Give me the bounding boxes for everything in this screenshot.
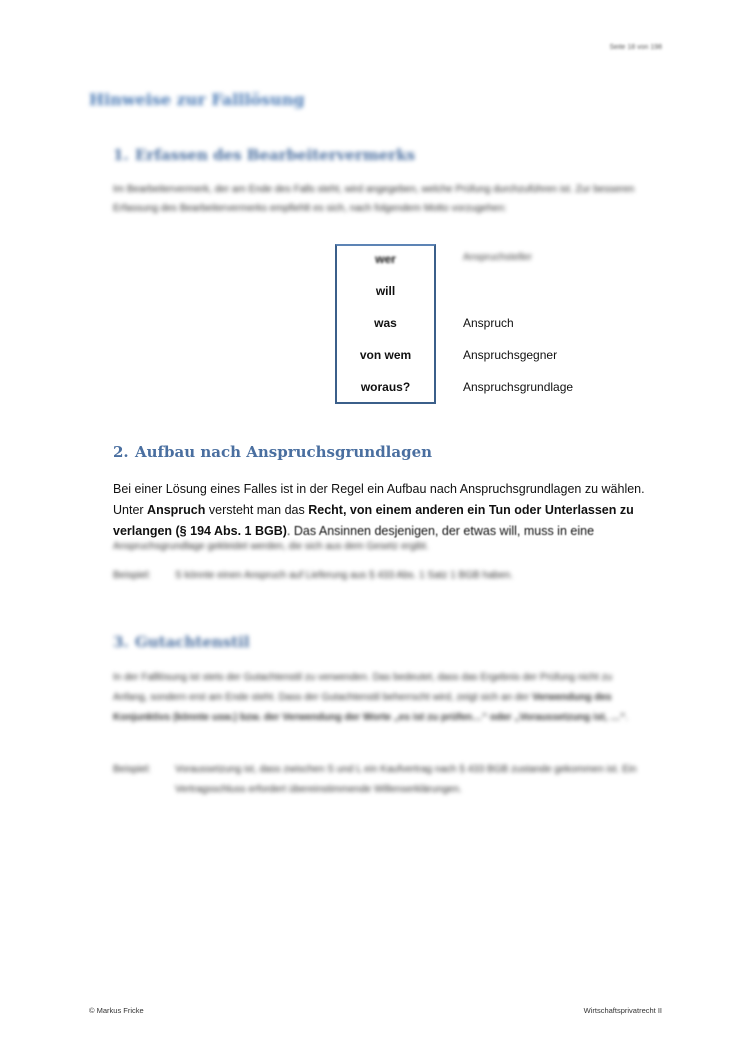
text-fragment: .: [625, 712, 629, 723]
motto-wer: wer: [375, 252, 396, 266]
motto-was: was: [374, 316, 397, 330]
section-2-paragraph-cont: Anspruchsgrundlage gekleidet werden, die sich aus dem Gesetz ergibt.: [113, 541, 429, 552]
text-fragment: . Das Ansinnen desjenigen, der etwas will, muss in eine: [286, 524, 595, 538]
section-3-number: 3.: [113, 633, 129, 651]
section-3-title: Gutachtenstil: [135, 633, 250, 651]
section-1-title: Erfassen des Bearbeitervermerks: [135, 146, 416, 164]
section-2-heading: [113, 443, 432, 461]
page-number: Seite 18 von 198: [609, 44, 662, 51]
section-3-paragraph: [113, 668, 648, 728]
section-1-heading: [113, 146, 415, 164]
footer-course-name: Wirtschaftsprivatrecht II: [583, 1006, 662, 1015]
section-2-number: 2.: [113, 443, 129, 461]
term-anspruch: Anspruch: [147, 503, 206, 517]
section-3-heading: [113, 633, 250, 651]
motto-woraus: woraus?: [360, 380, 411, 394]
definition-anspruch: Recht, von einem anderen ein Tun oder Unterlassen zu verlangen (§ 194 Abs. 1 BGB): [113, 503, 634, 538]
section-1-number: 1.: [113, 146, 129, 164]
example-text: S könnte einen Anspruch auf Lieferung aus § 433 Abs. 1 Satz 1 BGB haben.: [175, 570, 514, 581]
text-fragment: In der Falllösung ist stets der Gutachtenstil zu verwenden. Das bedeutet, dass das Ergebnis der Prüfung nicht zu Anfang, sondern erst am Ende steht. Dass der Gutachtenstil beherrscht wird, zeigt sich an der: [113, 672, 613, 703]
motto-anspruchsgegner: Anspruchsgegner: [463, 348, 558, 362]
section-3-example: [113, 760, 653, 800]
section-2-sentence-1: Bei einer Lösung eines Falles ist in der Regel ein Aufbau nach Anspruchsgrundlagen zu wählen.: [113, 482, 645, 496]
motto-will: will: [375, 284, 396, 298]
example-label: Beispiel:: [113, 570, 151, 581]
section-2-example: [113, 570, 513, 581]
text-fragment: versteht man das: [205, 503, 309, 517]
text-fragment: Unter: [113, 503, 148, 517]
motto-anspruchsteller: Anspruchsteller: [463, 252, 532, 263]
example-label: Beispiel:: [113, 764, 151, 775]
document-title: Hinweise zur Falllösung: [89, 90, 305, 109]
section-1-paragraph: Im Bearbeitervermerk, der am Ende des Falls steht, wird angegeben, welche Prüfung durchzuführen ist. Zur besseren Erfassung des Bearbeitervermerks empfiehlt es sich, nach folgendem Motto vorzugehen:: [113, 184, 635, 214]
section-2-title: Aufbau nach Anspruchsgrundlagen: [135, 443, 433, 461]
motto-anspruchsgrundlage: Anspruchsgrundlage: [463, 380, 574, 394]
example-text: Voraussetzung ist, dass zwischen S und L ein Kaufvertrag nach § 433 BGB zustande gekommen ist. Ein Vertragsschluss erfordert übereinstimmende Willenserklärungen.: [175, 764, 637, 795]
footer-copyright: © Markus Fricke: [89, 1006, 144, 1015]
motto-von-wem: von wem: [359, 348, 412, 362]
motto-anspruch: Anspruch: [463, 316, 514, 330]
section-2-paragraph: [113, 479, 653, 542]
bold-phrase: Verwendung des Konjunktivs (könnte usw.) bzw. der Verwendung der Worte „es ist zu prüfen…“ oder „Voraussetzung ist, …“: [113, 692, 626, 723]
